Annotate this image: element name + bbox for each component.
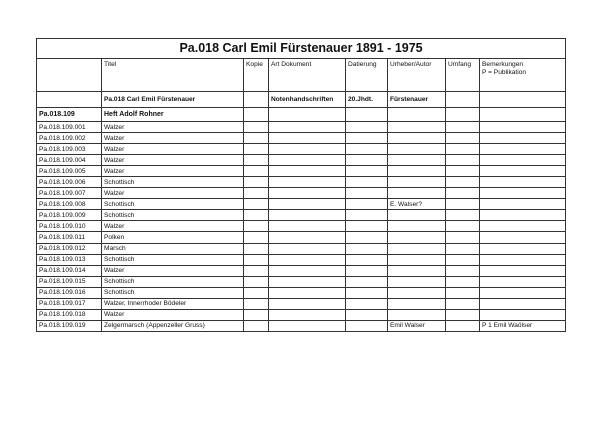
cell-datierung bbox=[346, 232, 388, 243]
table-row bbox=[37, 254, 566, 265]
cell-signatur: Pa.018.109.005 bbox=[37, 166, 102, 177]
table-row bbox=[37, 298, 566, 309]
cell-kopie bbox=[244, 221, 269, 232]
cell-titel: Walzer bbox=[102, 265, 244, 276]
cell-titel: Schottisch bbox=[102, 177, 244, 188]
cell-bemerkungen bbox=[480, 298, 566, 309]
cell-kopie bbox=[244, 265, 269, 276]
cell-bemerkungen bbox=[480, 133, 566, 144]
cell-signatur: Pa.018.109.008 bbox=[37, 199, 102, 210]
header-art-dokument: Art Dokument bbox=[269, 59, 346, 92]
collection-titel: Pa.018 Carl Emil Fürstenauer bbox=[102, 92, 244, 108]
table-row bbox=[37, 287, 566, 298]
cell-bemerkungen bbox=[480, 166, 566, 177]
cell-urheber: Emil Walser bbox=[388, 320, 446, 331]
cell-art-dokument bbox=[269, 188, 346, 199]
cell-datierung bbox=[346, 254, 388, 265]
cell-datierung bbox=[346, 155, 388, 166]
cell-titel: Walzer bbox=[102, 221, 244, 232]
group-row bbox=[37, 108, 566, 122]
cell-titel: Walzer bbox=[102, 309, 244, 320]
cell-titel: Schottisch bbox=[102, 276, 244, 287]
cell-urheber bbox=[388, 210, 446, 221]
table-row bbox=[37, 243, 566, 254]
cell-datierung bbox=[346, 287, 388, 298]
cell-umfang bbox=[446, 265, 480, 276]
header-bemerkungen-line1: Bemerkungen bbox=[482, 61, 524, 68]
cell-art-dokument bbox=[269, 133, 346, 144]
cell-bemerkungen bbox=[480, 276, 566, 287]
cell-art-dokument bbox=[269, 221, 346, 232]
table-row bbox=[37, 166, 566, 177]
cell-titel: Walzer, Innerrhoder Bödeler bbox=[102, 298, 244, 309]
inventory-sheet bbox=[36, 38, 565, 332]
cell-art-dokument bbox=[269, 177, 346, 188]
cell-signatur: Pa.018.109.017 bbox=[37, 298, 102, 309]
cell-kopie bbox=[244, 276, 269, 287]
cell-kopie bbox=[244, 254, 269, 265]
header-titel: Titel bbox=[102, 59, 244, 92]
cell-titel: Walzer bbox=[102, 166, 244, 177]
cell-umfang bbox=[446, 320, 480, 331]
cell-bemerkungen bbox=[480, 199, 566, 210]
cell-kopie bbox=[244, 122, 269, 133]
cell-titel: Walzer bbox=[102, 188, 244, 199]
table-row bbox=[37, 210, 566, 221]
cell-umfang bbox=[446, 221, 480, 232]
cell-titel: Polken bbox=[102, 232, 244, 243]
cell-titel: Schottisch bbox=[102, 210, 244, 221]
header-urheber: Urheber/Autor bbox=[388, 59, 446, 92]
cell-umfang bbox=[446, 210, 480, 221]
cell-umfang bbox=[446, 287, 480, 298]
cell-art-dokument bbox=[269, 166, 346, 177]
cell-bemerkungen bbox=[480, 265, 566, 276]
cell-umfang bbox=[446, 298, 480, 309]
cell-kopie bbox=[244, 309, 269, 320]
cell-bemerkungen: P 1 Emil Waölser bbox=[480, 320, 566, 331]
cell-bemerkungen bbox=[480, 309, 566, 320]
cell-umfang bbox=[446, 254, 480, 265]
cell-titel: Schottisch bbox=[102, 199, 244, 210]
header-umfang: Umfang bbox=[446, 59, 480, 92]
table-row bbox=[37, 122, 566, 133]
cell-titel: Marsch bbox=[102, 243, 244, 254]
group-signatur: Pa.018.109 bbox=[37, 108, 102, 122]
cell-datierung bbox=[346, 276, 388, 287]
cell-kopie bbox=[244, 199, 269, 210]
collection-art: Notenhandschriften bbox=[269, 92, 346, 108]
cell-art-dokument bbox=[269, 199, 346, 210]
cell-urheber bbox=[388, 155, 446, 166]
cell-signatur: Pa.018.109.009 bbox=[37, 210, 102, 221]
table-row bbox=[37, 133, 566, 144]
cell-titel: Zelgermarsch (Appenzeller Gruss) bbox=[102, 320, 244, 331]
cell-titel: Walzer bbox=[102, 144, 244, 155]
cell-bemerkungen bbox=[480, 221, 566, 232]
cell-kopie bbox=[244, 298, 269, 309]
cell-urheber bbox=[388, 188, 446, 199]
table-row bbox=[37, 221, 566, 232]
cell-datierung bbox=[346, 166, 388, 177]
title-row bbox=[37, 39, 566, 59]
header-kopie: Kopie bbox=[244, 59, 269, 92]
cell-art-dokument bbox=[269, 320, 346, 331]
cell-urheber bbox=[388, 287, 446, 298]
cell-signatur: Pa.018.109.019 bbox=[37, 320, 102, 331]
cell-umfang bbox=[446, 177, 480, 188]
cell-kopie bbox=[244, 188, 269, 199]
table-row bbox=[37, 309, 566, 320]
collection-datierung: 20.Jhdt. bbox=[346, 92, 388, 108]
cell-titel: Schottisch bbox=[102, 254, 244, 265]
cell-datierung bbox=[346, 122, 388, 133]
inventory-table bbox=[36, 38, 566, 332]
cell-urheber bbox=[388, 232, 446, 243]
cell-datierung bbox=[346, 144, 388, 155]
cell-urheber: E. Walser? bbox=[388, 199, 446, 210]
table-row bbox=[37, 177, 566, 188]
cell-signatur: Pa.018.109.012 bbox=[37, 243, 102, 254]
cell-bemerkungen bbox=[480, 177, 566, 188]
cell-umfang bbox=[446, 199, 480, 210]
collection-row bbox=[37, 92, 566, 108]
cell-signatur: Pa.018.109.013 bbox=[37, 254, 102, 265]
cell-urheber bbox=[388, 144, 446, 155]
header-signatur bbox=[37, 59, 102, 92]
cell-urheber bbox=[388, 254, 446, 265]
cell-signatur: Pa.018.109.003 bbox=[37, 144, 102, 155]
cell-urheber bbox=[388, 276, 446, 287]
cell-urheber bbox=[388, 298, 446, 309]
cell-bemerkungen bbox=[480, 210, 566, 221]
cell-art-dokument bbox=[269, 265, 346, 276]
table-row bbox=[37, 144, 566, 155]
cell-urheber bbox=[388, 166, 446, 177]
cell-signatur: Pa.018.109.011 bbox=[37, 232, 102, 243]
cell-art-dokument bbox=[269, 144, 346, 155]
cell-datierung bbox=[346, 221, 388, 232]
cell-kopie bbox=[244, 232, 269, 243]
cell-signatur: Pa.018.109.014 bbox=[37, 265, 102, 276]
cell-signatur: Pa.018.109.015 bbox=[37, 276, 102, 287]
cell-bemerkungen bbox=[480, 155, 566, 166]
cell-datierung bbox=[346, 177, 388, 188]
cell-datierung bbox=[346, 265, 388, 276]
cell-art-dokument bbox=[269, 276, 346, 287]
header-bemerkungen-line2: P = Publikation bbox=[482, 69, 527, 76]
cell-bemerkungen bbox=[480, 287, 566, 298]
cell-titel: Walzer bbox=[102, 122, 244, 133]
cell-urheber bbox=[388, 122, 446, 133]
cell-kopie bbox=[244, 243, 269, 254]
cell-art-dokument bbox=[269, 155, 346, 166]
cell-datierung bbox=[346, 188, 388, 199]
cell-signatur: Pa.018.109.006 bbox=[37, 177, 102, 188]
cell-urheber bbox=[388, 309, 446, 320]
cell-datierung bbox=[346, 309, 388, 320]
cell-signatur: Pa.018.109.018 bbox=[37, 309, 102, 320]
cell-signatur: Pa.018.109.010 bbox=[37, 221, 102, 232]
cell-signatur: Pa.018.109.016 bbox=[37, 287, 102, 298]
cell-umfang bbox=[446, 309, 480, 320]
header-datierung: Datierung bbox=[346, 59, 388, 92]
cell-kopie bbox=[244, 155, 269, 166]
cell-art-dokument bbox=[269, 122, 346, 133]
cell-umfang bbox=[446, 188, 480, 199]
cell-bemerkungen bbox=[480, 254, 566, 265]
table-row bbox=[37, 232, 566, 243]
cell-umfang bbox=[446, 232, 480, 243]
table-row bbox=[37, 188, 566, 199]
cell-signatur: Pa.018.109.002 bbox=[37, 133, 102, 144]
table-row bbox=[37, 276, 566, 287]
cell-urheber bbox=[388, 133, 446, 144]
cell-urheber bbox=[388, 243, 446, 254]
collection-kopie bbox=[244, 92, 269, 108]
cell-bemerkungen bbox=[480, 144, 566, 155]
cell-art-dokument bbox=[269, 210, 346, 221]
cell-umfang bbox=[446, 276, 480, 287]
cell-art-dokument bbox=[269, 287, 346, 298]
cell-art-dokument bbox=[269, 232, 346, 243]
cell-datierung bbox=[346, 298, 388, 309]
cell-umfang bbox=[446, 166, 480, 177]
cell-kopie bbox=[244, 320, 269, 331]
collection-bemerkungen bbox=[480, 92, 566, 108]
cell-kopie bbox=[244, 210, 269, 221]
table-row bbox=[37, 320, 566, 331]
cell-titel: Walzer bbox=[102, 155, 244, 166]
cell-urheber bbox=[388, 265, 446, 276]
cell-titel: Walzer bbox=[102, 133, 244, 144]
collection-urheber: Fürstenauer bbox=[388, 92, 446, 108]
cell-art-dokument bbox=[269, 243, 346, 254]
cell-kopie bbox=[244, 144, 269, 155]
cell-kopie bbox=[244, 133, 269, 144]
cell-datierung bbox=[346, 243, 388, 254]
cell-datierung bbox=[346, 320, 388, 331]
collection-signatur bbox=[37, 92, 102, 108]
table-row bbox=[37, 199, 566, 210]
cell-kopie bbox=[244, 166, 269, 177]
cell-bemerkungen bbox=[480, 188, 566, 199]
cell-umfang bbox=[446, 133, 480, 144]
cell-titel: Schottisch bbox=[102, 287, 244, 298]
cell-bemerkungen bbox=[480, 243, 566, 254]
cell-art-dokument bbox=[269, 298, 346, 309]
collection-umfang bbox=[446, 92, 480, 108]
cell-datierung bbox=[346, 199, 388, 210]
cell-umfang bbox=[446, 243, 480, 254]
cell-umfang bbox=[446, 144, 480, 155]
cell-umfang bbox=[446, 122, 480, 133]
cell-bemerkungen bbox=[480, 122, 566, 133]
cell-signatur: Pa.018.109.001 bbox=[37, 122, 102, 133]
cell-signatur: Pa.018.109.004 bbox=[37, 155, 102, 166]
cell-urheber bbox=[388, 177, 446, 188]
document-title: Pa.018 Carl Emil Fürstenauer 1891 - 1975 bbox=[37, 39, 566, 59]
table-row bbox=[37, 265, 566, 276]
table-row bbox=[37, 155, 566, 166]
cell-urheber bbox=[388, 221, 446, 232]
cell-datierung bbox=[346, 133, 388, 144]
cell-umfang bbox=[446, 155, 480, 166]
cell-signatur: Pa.018.109.007 bbox=[37, 188, 102, 199]
cell-art-dokument bbox=[269, 309, 346, 320]
header-bemerkungen bbox=[480, 59, 566, 92]
cell-bemerkungen bbox=[480, 232, 566, 243]
header-row bbox=[37, 59, 566, 92]
cell-kopie bbox=[244, 287, 269, 298]
cell-art-dokument bbox=[269, 254, 346, 265]
group-titel: Heft Adolf Rohner bbox=[102, 108, 244, 122]
cell-datierung bbox=[346, 210, 388, 221]
cell-kopie bbox=[244, 177, 269, 188]
